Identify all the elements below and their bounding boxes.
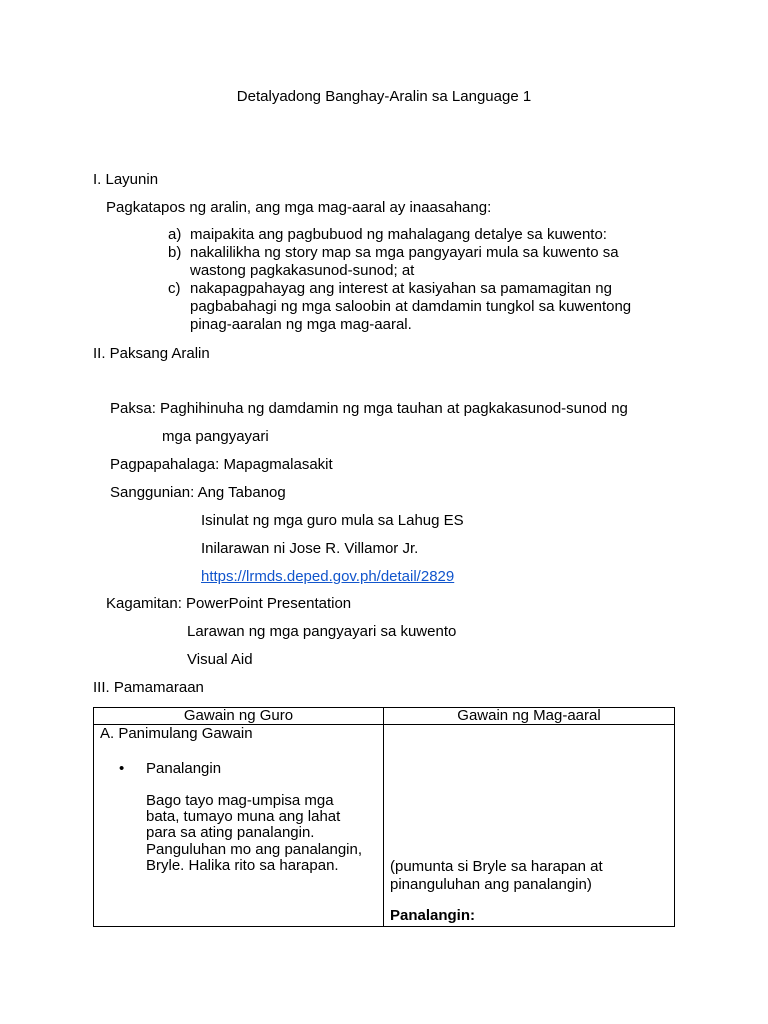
column-header-guro: Gawain ng Guro: [94, 708, 384, 725]
instruction-line: para sa ating panalangin.: [146, 824, 315, 842]
sanggunian-line: Sanggunian: Ang Tabanog: [110, 484, 286, 501]
objective-text: pagbabahagi ng mga saloobin at damdamin tungkol sa kuwentong: [190, 298, 632, 315]
section-heading-paksang-aralin: II. Paksang Aralin: [93, 345, 210, 362]
objective-item: [168, 226, 631, 244]
layunin-intro: Pagkatapos ng aralin, ang mga mag-aaral ay inaasahang:: [106, 199, 492, 216]
objective-item: [168, 244, 631, 280]
guro-cell: [94, 725, 384, 927]
section-label: A. Panimulang Gawain: [100, 725, 253, 742]
objective-marker: b): [168, 244, 182, 261]
objective-text: maipakita ang pagbubuod ng mahalagang detalye sa kuwento:: [190, 226, 607, 243]
objective-marker: c): [168, 280, 181, 297]
instruction-line: bata, tumayo muna ang lahat: [146, 808, 341, 826]
lesson-procedure-table: [93, 707, 675, 927]
section-heading-pamamaraan: III. Pamamaraan: [93, 679, 204, 696]
objective-item: [168, 280, 631, 334]
kagamitan-item: Larawan ng mga pangyayari sa kuwento: [187, 623, 457, 640]
pagpapahalaga-line: Pagpapahalaga: Mapagmalasakit: [110, 456, 333, 473]
response-line: pinanguluhan ang panalangin): [390, 876, 592, 893]
mag-aaral-cell: [384, 725, 675, 927]
instruction-line: Bryle. Halika rito sa harapan.: [146, 856, 339, 874]
teacher-instruction: [146, 793, 378, 874]
sanggunian-author: Isinulat ng mga guro mula sa Lahug ES: [201, 512, 464, 529]
bullet-text: Panalangin: [146, 760, 222, 777]
objective-marker: a): [168, 226, 182, 243]
objective-text: nakalilikha ng story map sa mga pangyayari mula sa kuwento sa: [190, 244, 619, 261]
paksa-line-cont: mga pangyayari: [162, 428, 269, 445]
column-header-mag-aaral: Gawain ng Mag-aaral: [384, 708, 675, 725]
objective-text: pinag-aaralan ng mga mag-aaral.: [190, 316, 412, 333]
kagamitan-line: Kagamitan: PowerPoint Presentation: [106, 595, 352, 612]
page-title: Detalyadong Banghay-Aralin sa Language 1: [236, 88, 532, 105]
objective-text: wastong pagkakasunod-sunod; at: [190, 262, 415, 279]
sanggunian-illustrator: Inilarawan ni Jose R. Villamor Jr.: [201, 540, 419, 557]
objectives-list: [168, 226, 631, 334]
section-heading-layunin: I. Layunin: [93, 171, 159, 188]
sanggunian-link[interactable]: https://lrmds.deped.gov.ph/detail/2829: [201, 568, 455, 585]
panalangin-label: Panalangin:: [390, 907, 476, 924]
student-response: [390, 858, 603, 894]
table-header-row: [94, 708, 675, 725]
bullet-icon: •: [119, 760, 125, 777]
instruction-line: Bago tayo mag-umpisa mga: [146, 792, 334, 809]
table-row: [94, 725, 675, 927]
paksa-line: Paksa: Paghihinuha ng damdamin ng mga tauhan at pagkakasunod-sunod ng: [110, 400, 628, 417]
kagamitan-item: Visual Aid: [187, 651, 253, 668]
response-line: (pumunta si Bryle sa harapan at: [390, 858, 603, 875]
instruction-line: Panguluhan mo ang panalangin,: [146, 840, 363, 858]
objective-text: nakapagpahayag ang interest at kasiyahan sa pamamagitan ng: [190, 280, 612, 297]
